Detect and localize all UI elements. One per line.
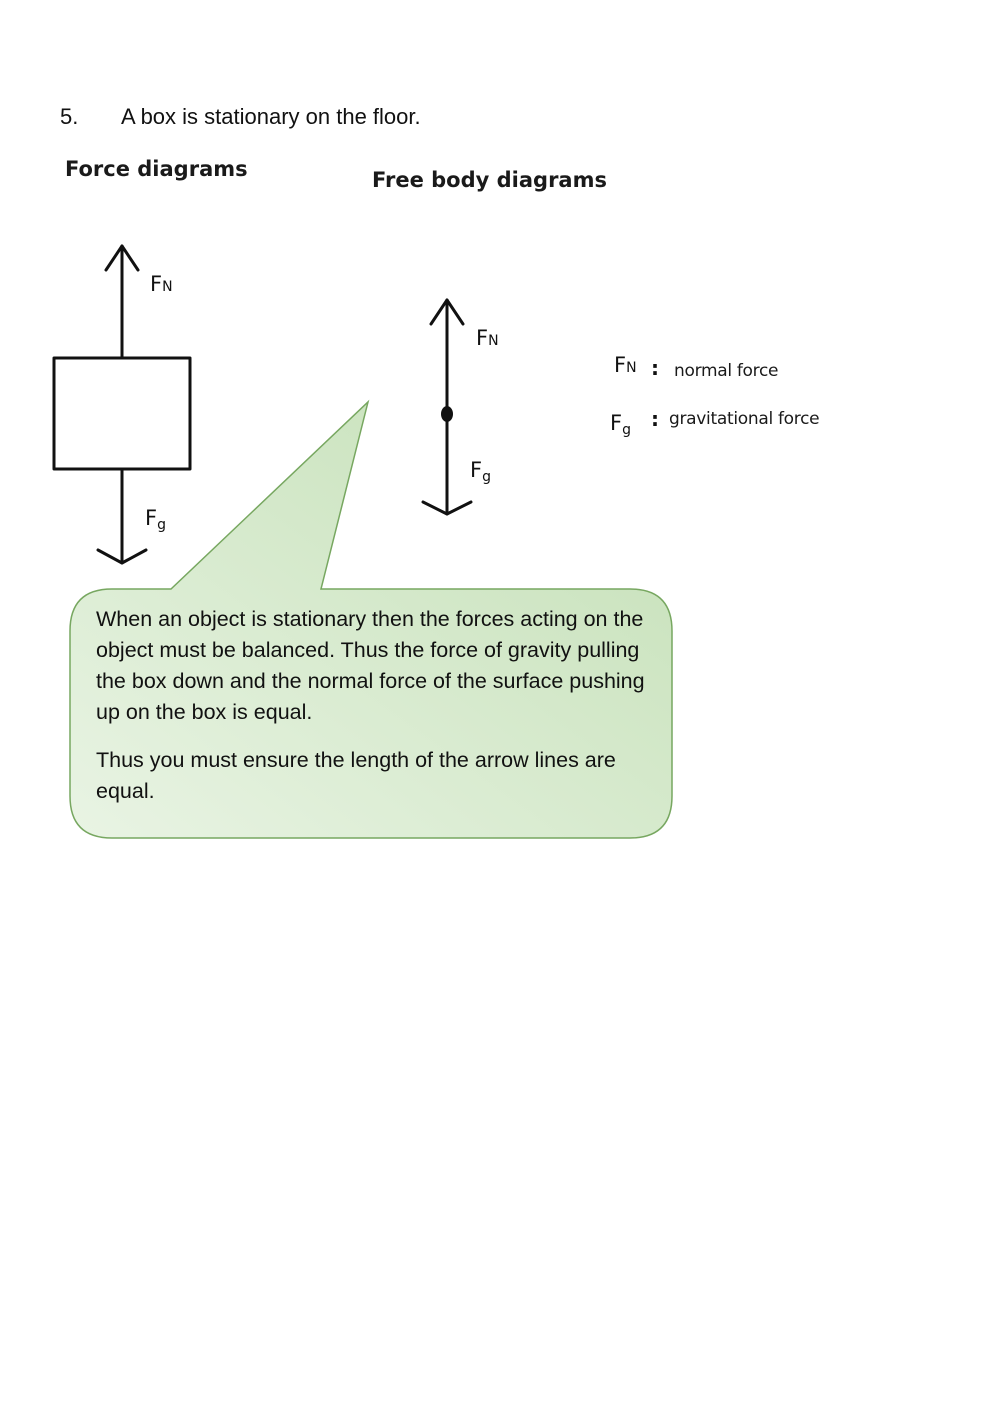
legend-gravity-symbol: [610, 411, 631, 438]
legend-normal-symbol: [614, 355, 637, 376]
legend-gravity-description: gravitational force: [669, 409, 820, 429]
legend-gravity-separator: :: [651, 407, 659, 431]
callout-paragraph-2: Thus you must ensure the length of the arrow lines are equal.: [96, 748, 616, 803]
fbd-gravity-label: [470, 458, 491, 485]
legend-gravity-symbol-sub: g: [622, 422, 631, 438]
question-text: A box is stationary on the floor.: [121, 104, 421, 129]
legend-normal-symbol-sub: N: [626, 360, 637, 376]
legend-gravity-symbol-main: F: [610, 411, 623, 435]
force-diagrams-heading: Force diagrams: [65, 157, 248, 181]
box-shape: [54, 358, 190, 469]
fbd-gravity-subscript: g: [482, 469, 491, 485]
callout-paragraph-1: When an object is stationary then the forces acting on the object must be balanced. Thus the force of gravity pulling the box down and the normal force of the surface pushing up on the box is equal.: [96, 607, 645, 724]
force-diagram-gravity-label: [145, 506, 166, 533]
callout-text: [96, 604, 651, 807]
fbd-normal-symbol: F: [476, 326, 489, 350]
force-diagram-gravity-symbol: F: [145, 506, 158, 530]
legend-normal-symbol-main: F: [614, 353, 627, 377]
force-diagram-normal-subscript: N: [162, 279, 173, 295]
fbd-normal-subscript: N: [488, 333, 499, 349]
question-number: 5.: [60, 104, 79, 129]
fbd-point: [441, 406, 453, 422]
legend-normal-description: normal force: [674, 361, 779, 381]
force-diagram-normal-label: [150, 274, 173, 295]
legend-normal-separator: :: [651, 356, 659, 380]
force-diagram-normal-symbol: F: [150, 272, 163, 296]
fbd-gravity-symbol: F: [470, 458, 483, 482]
free-body-diagrams-heading: Free body diagrams: [372, 168, 607, 192]
fbd-normal-label: [476, 328, 499, 349]
free-body-diagram: [423, 300, 471, 514]
force-diagram-gravity-subscript: g: [157, 517, 166, 533]
